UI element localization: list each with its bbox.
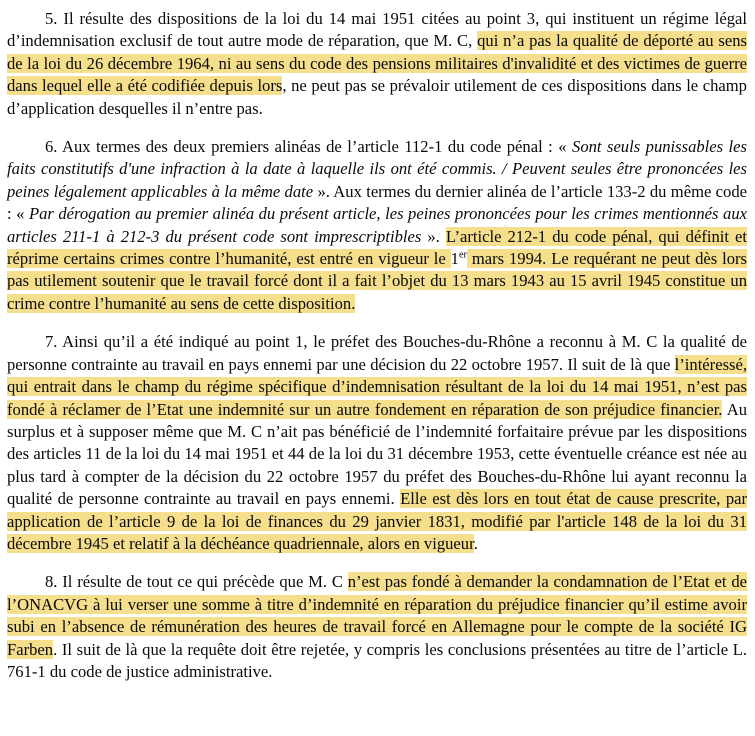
highlighted-text: qui n’a pas la qualité de déporté au sens de la loi du 26 décembre 1964, ni au sens du code des pensions militaires d'invalidité et des victimes de guerre dans lequel elle a été codifiée depuis lors (7, 31, 747, 96)
text-run: ». (421, 226, 446, 246)
text-run: , ne peut pas se prévaloir utilement de ces dispositions dans le champ d’application desquelles il n’entre pas. (7, 76, 747, 118)
paragraph-5 (7, 8, 747, 120)
text-run: . (473, 533, 478, 553)
highlighted-text: n’est pas fondé à demander la condamnation de l’Etat et de l’ONACVG à lui verser une somme à titre d’indemnité en réparation du préjudice financier qu’il estime avoir subi en l’absence de rémunération des heures de travail forcé en Allemagne pour le compte de la société IG Farben (7, 572, 747, 659)
highlighted-text: mars 1994. Le requérant ne peut dès lors pas utilement soutenir que le travail forcé dont il a fait l’objet du 13 mars 1943 au 15 avril 1945 constitue un crime contre l’humanité au sens de cette disposition. (7, 249, 748, 313)
highlighted-text: l’intéressé, qui entrait dans le champ du régime spécifique d’indemnisation résultant de la loi du 14 mai 1951, n’est pas fondé à réclamer de l’Etat une indemnité sur un autre fondement en réparation de son préjudice financier. (7, 354, 747, 419)
text-run: 7. Ainsi qu’il a été indiqué au point 1, le préfet des Bouches-du-Rhône a reconnu à M. C la qualité de personne contrainte au travail en pays ennemi par une décision du 22 octobre 1957. Il suit de là que (7, 332, 747, 374)
quoted-italic-text: Sont seuls punissables les faits constitutifs d'une infraction à la date à laquelle ils ont été commis. / Peuvent seules être prononcées les peines légalement applicables à la même date (7, 137, 747, 201)
text-run: 1 (450, 249, 459, 269)
text-run: . Il suit de là que la requête doit être rejetée, y compris les conclusions présentées au titre de l’article L. 761-1 du code de justice administrative. (7, 639, 747, 681)
superscript-text: er (458, 249, 467, 261)
paragraph-7 (7, 331, 747, 555)
paragraph-6 (7, 136, 747, 315)
highlighted-text: L’article 212-1 du code pénal, qui définit et réprime certains crimes contre l’humanité, est entré en vigueur le (7, 226, 747, 269)
highlighted-text: Elle est dès lors en tout état de cause prescrite, par application de l’article 9 de la loi de finances du 29 janvier 1831, modifié par l'article 148 de la loi du 31 décembre 1945 et relatif à la déchéance quadriennale, alors en vigueur (7, 489, 748, 553)
paragraph-8 (7, 571, 747, 683)
text-run: ». Aux termes du dernier alinéa de l’article 133-2 du même code : « (7, 181, 747, 224)
document-body (7, 8, 747, 683)
text-run: 6. Aux termes des deux premiers alinéas de l’article 112-1 du code pénal : « (45, 137, 573, 157)
text-run: Au surplus et à supposer même que M. C n’ait pas bénéficié de l’indemnité forfaitaire prévue par les dispositions des articles 11 de la loi du 14 mai 1951 et 44 de la loi du 31 décembre 1953, cette éventuelle créance est née au plus tard à compter de la décision du 22 octobre 1957 du préfet des Bouches-du-Rhône lui ayant reconnu la qualité de personne contrainte au travail en pays ennemi. (7, 399, 747, 509)
quoted-italic-text: Par dérogation au premier alinéa du présent article, les peines prononcées pour les crimes mentionnés aux articles 211-1 à 212-3 du présent code sont imprescriptibles (7, 204, 747, 246)
text-run: 5. Il résulte des dispositions de la loi du 14 mai 1951 citées au point 3, qui instituent un régime légal d’indemnisation exclusif de tout autre mode de réparation, que M. C, (7, 9, 747, 51)
text-run: 8. Il résulte de tout ce qui précède que M. C (45, 572, 348, 592)
